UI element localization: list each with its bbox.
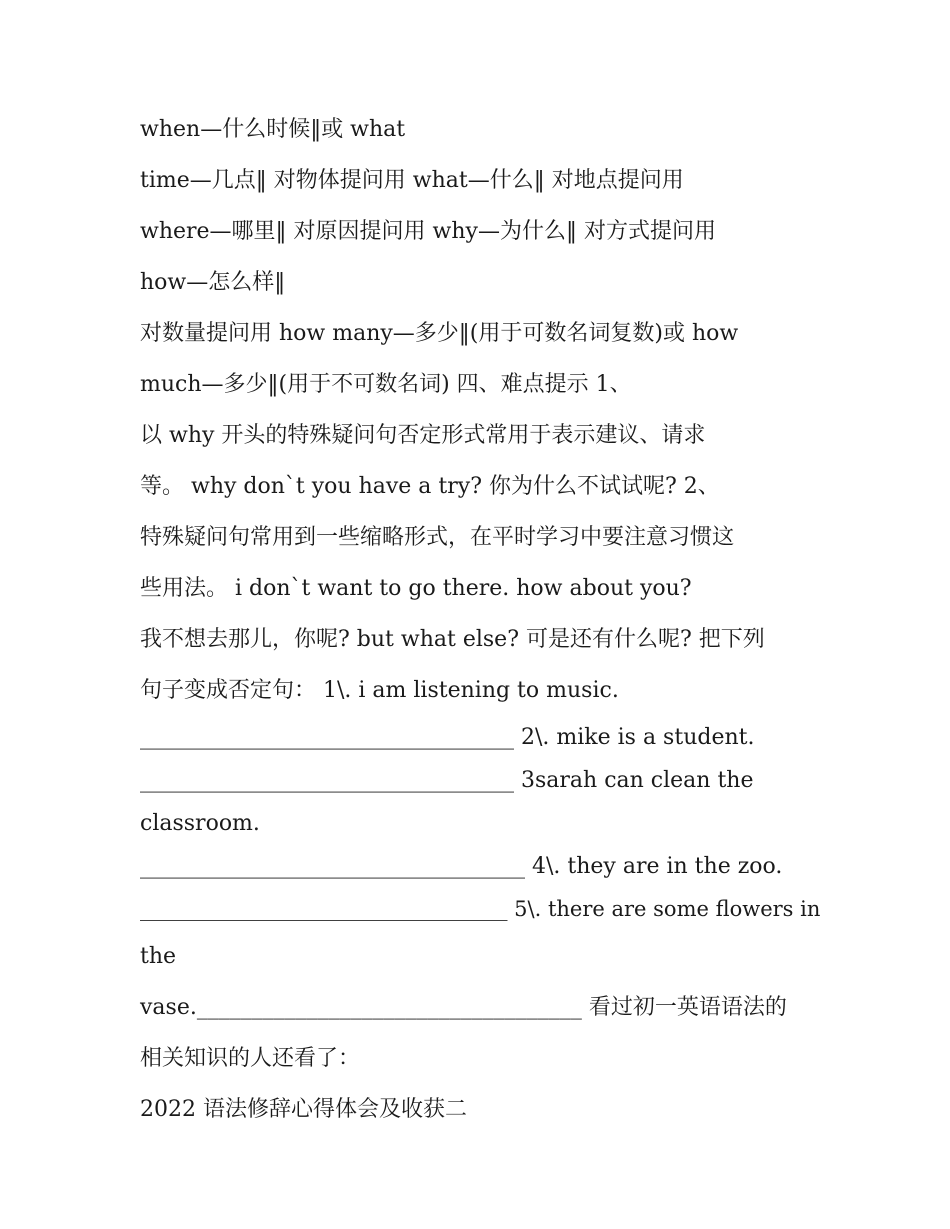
text-line: classroom.	[140, 811, 260, 836]
text-line: how—怎么样‖	[140, 270, 286, 295]
answer-blank-line: vase.___________________________________ 看过初一英语语法的	[140, 995, 787, 1020]
text-line: where—哪里‖ 对原因提问用 why—为什么‖ 对方式提问用	[140, 219, 716, 244]
text-line: much—多少‖(用于不可数名词) 四、难点提示 1、	[140, 372, 632, 397]
document-body	[140, 104, 820, 1135]
text-line: time—几点‖ 对物体提问用 what—什么‖ 对地点提问用	[140, 168, 684, 193]
text-line: 以 why 开头的特殊疑问句否定形式常用于表示建议、请求	[140, 423, 706, 448]
answer-blank-line: ___________________________________ 4\. they are in the zoo.	[140, 854, 783, 879]
text-line: 我不想去那儿，你呢? but what else? 可是还有什么呢? 把下列	[140, 627, 765, 652]
text-line: 相关知识的人还看了：	[140, 1046, 361, 1071]
text-line: 对数量提问用 how many—多少‖(用于可数名词复数)或 how	[140, 321, 739, 346]
answer-blank-line: __________________________________ 2\. mike is a student.	[140, 725, 755, 750]
text-line: the	[140, 944, 177, 969]
text-line: 特殊疑问句常用到一些缩略形式，在平时学习中要注意习惯这	[140, 525, 735, 550]
text-line: 2022 语法修辞心得体会及收获二	[140, 1097, 467, 1122]
answer-blank-line: __________________________________ 3sarah can clean the	[140, 768, 754, 793]
text-line: when—什么时候‖或 what	[140, 117, 406, 142]
text-line: 等。 why don`t you have a try? 你为什么不试试呢? 2、	[140, 474, 720, 499]
answer-blank-line: ___________________________________ 5\. there are some flowers in	[140, 897, 821, 921]
text-line: 些用法。 i don`t want to go there. how about you?	[140, 576, 692, 601]
text-line: 句子变成否定句： 1\. i am listening to music.	[140, 678, 619, 703]
